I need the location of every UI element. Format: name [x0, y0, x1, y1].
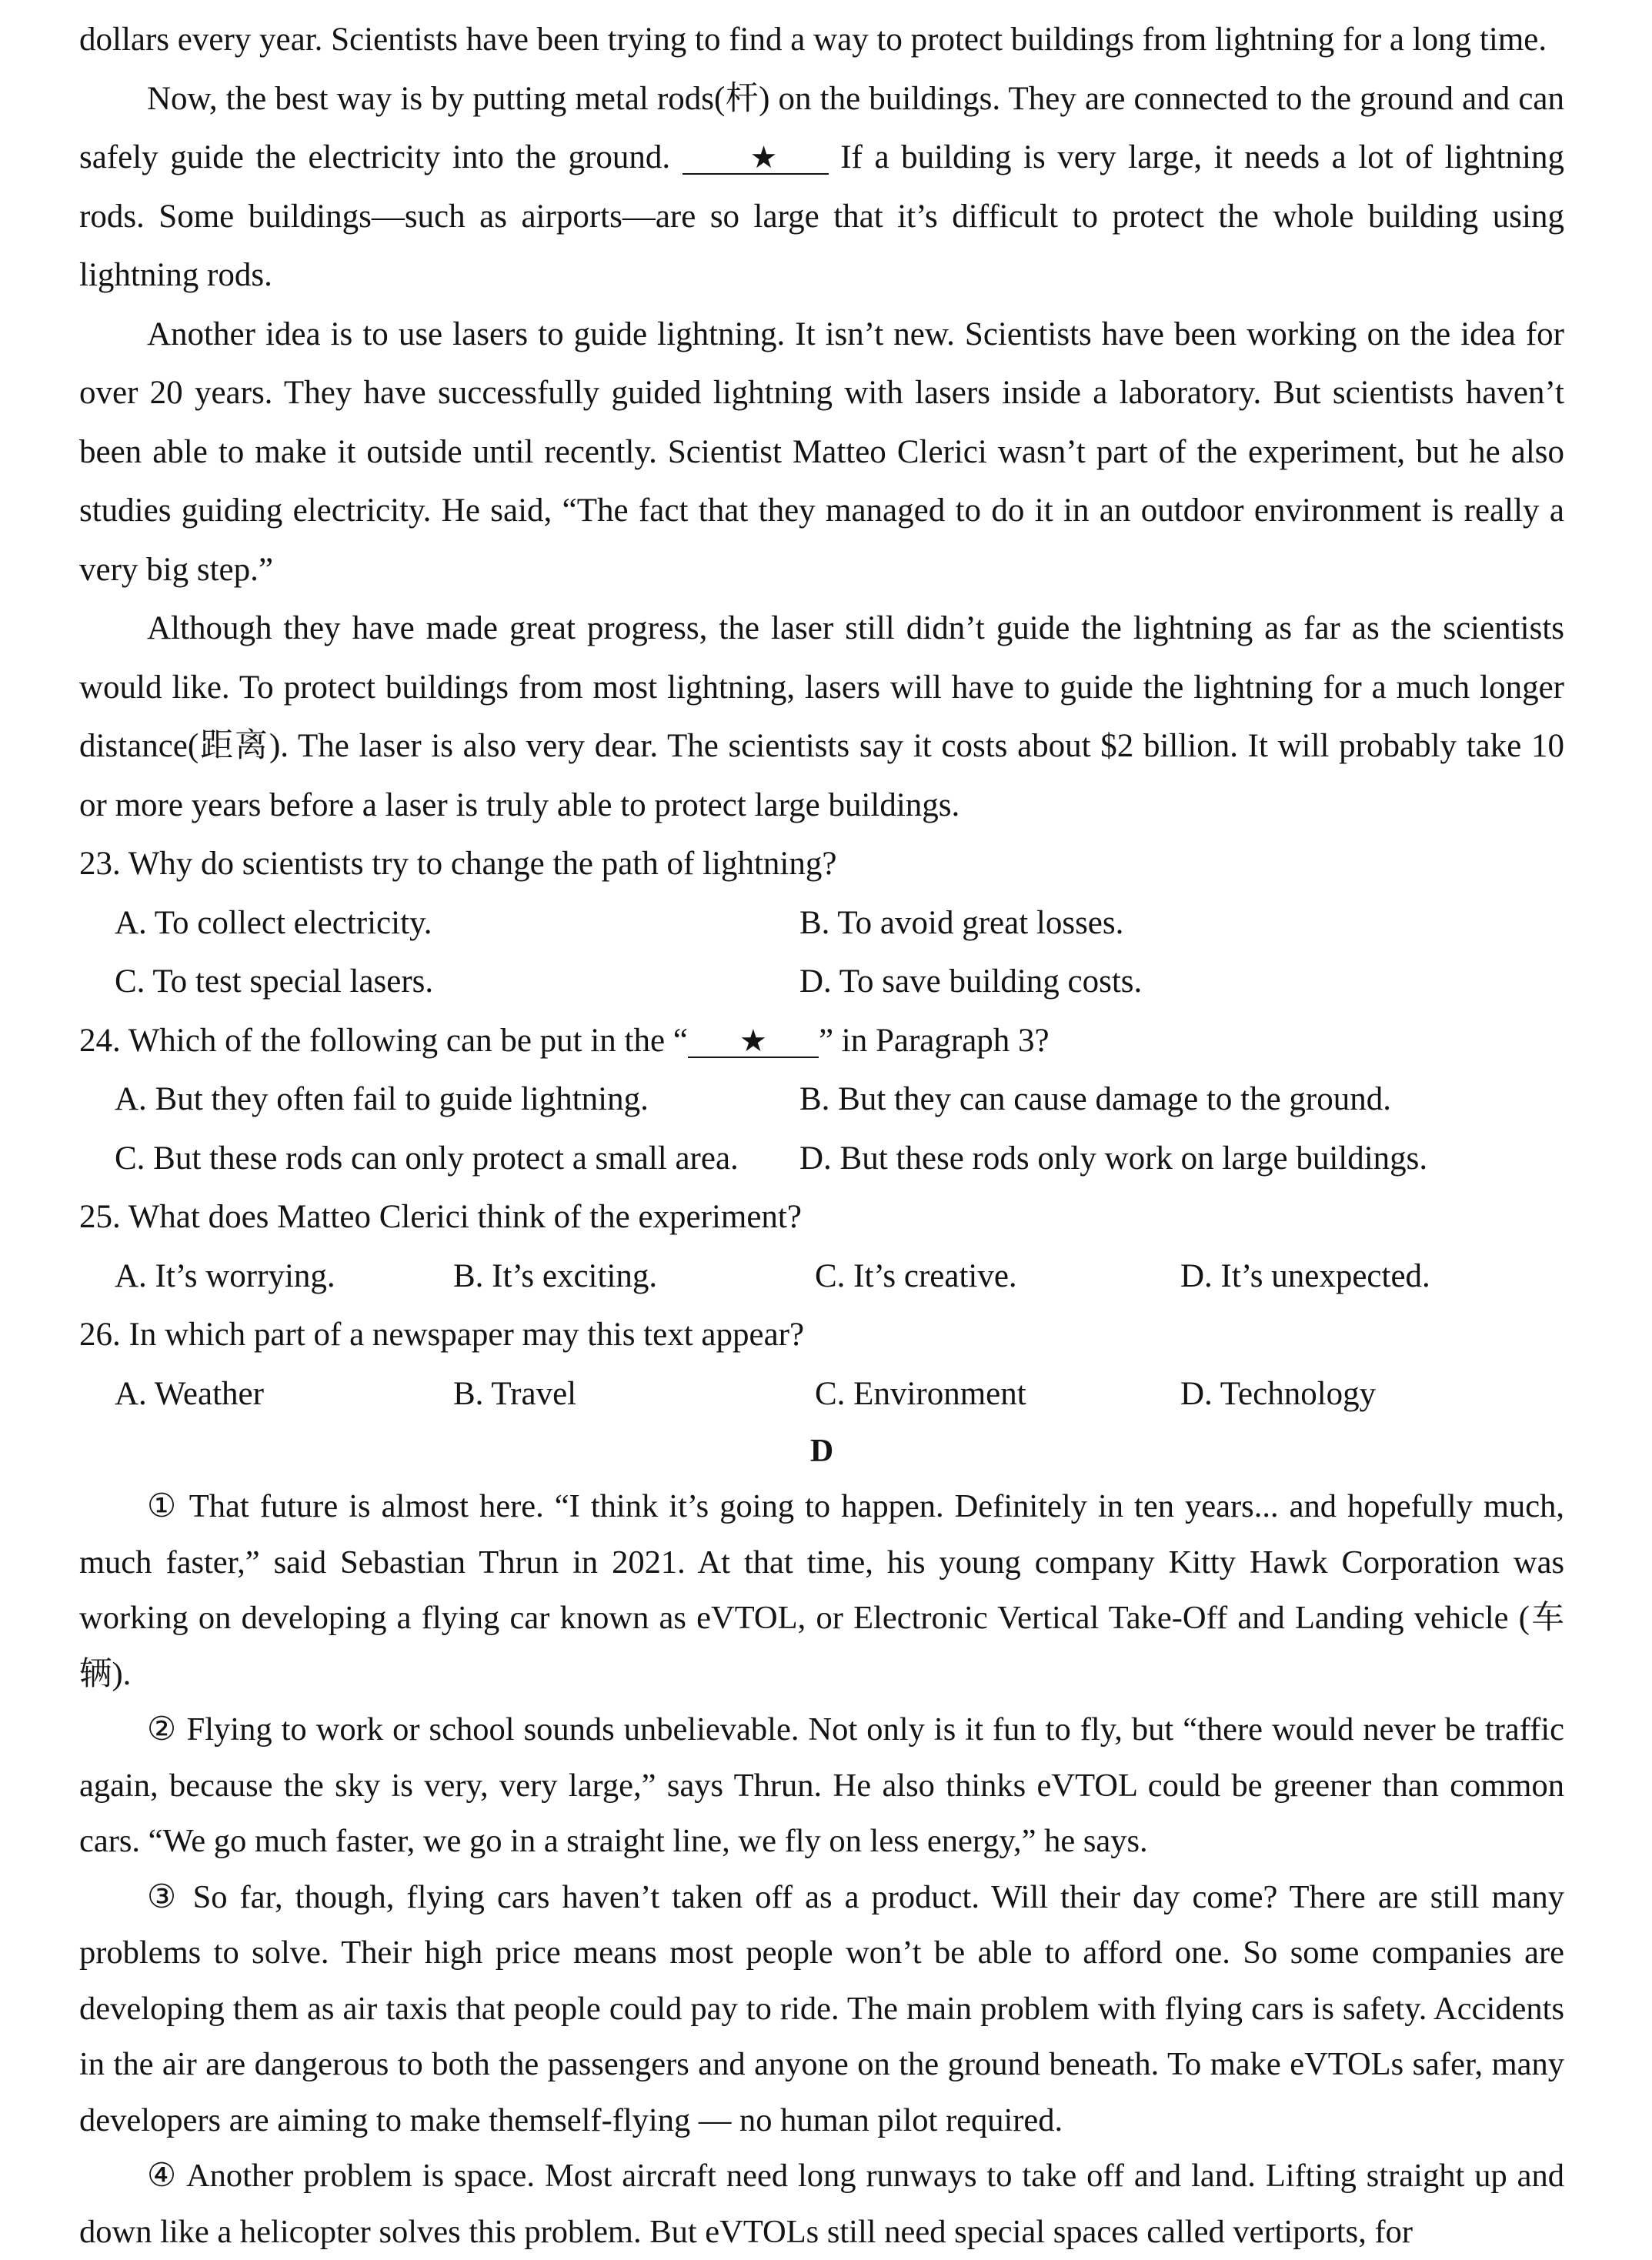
passage-d-paragraph-3: ③ So far, though, flying cars haven’t taken off as a product. Will their day come? There are still many problems to solve. Their high price means most people won’t be able to afford one. So some companies are developing them as air taxis that people could pay to ride. The main problem with flying cars is safety. Accidents in the air are dangerous to both the passengers and anyone on the ground beneath. To make eVTOLs safer, many developers are aiming to make themself-flying — no human pilot required. [79, 1878, 1564, 2138]
question-24-option-c: C. But these rods can only protect a small area. [115, 1140, 739, 1177]
passage-c-paragraph-1-tail: dollars every year. Scientists have been trying to find a way to protect buildings from lightning for a long time. [79, 22, 1547, 58]
question-26-option-a: A. Weather [115, 1375, 264, 1412]
passage-d-paragraph-1: ① That future is almost here. “I think it’s going to happen. Definitely in ten years... and hopefully much, much faster,” said Sebastian Thrun in 2021. At that time, his young company Kitty Hawk Corporation was working on developing a flying car known as eVTOL, or Electronic Vertical Take-Off and Landing vehicle (车辆). [79, 1488, 1564, 1692]
question-24-option-b: B. But they can cause damage to the ground. [799, 1081, 1392, 1117]
passage-c-paragraph-4: Although they have made great progress, the laser still didn’t guide the lightning as far as the scientists would like. To protect buildings from most lightning, lasers will have to guide the lightning for a much longer distance(距离). The laser is also very dear. The scientists say it costs about $2 billion. It will probably take 10 or more years before a laser is truly able to protect large buildings. [79, 610, 1564, 823]
question-26-option-c: C. Environment [815, 1375, 1026, 1412]
passage-d-paragraph-4: ④ Another problem is space. Most aircraft need long runways to take off and land. Lifting straight up and down like a helicopter solves this problem. But eVTOLs still need special spaces called vertiports, for [79, 2158, 1564, 2250]
question-23-option-d: D. To save building costs. [799, 963, 1143, 1000]
question-25-option-a: A. It’s worrying. [115, 1257, 335, 1294]
question-24-stem-a: 24. Which of the following can be put in the “ [79, 1022, 688, 1059]
question-24-stem [79, 1012, 1564, 1071]
question-23-option-a: A. To collect electricity. [115, 904, 432, 941]
exam-page [79, 11, 1564, 2260]
question-25-stem: 25. What does Matteo Clerici think of the experiment? [79, 1199, 802, 1235]
question-25-option-c: C. It’s creative. [815, 1257, 1017, 1294]
question-23-option-c: C. To test special lasers. [115, 963, 434, 1000]
passage-c-paragraph-3: Another idea is to use lasers to guide lightning. It isn’t new. Scientists have been working on the idea for over 20 years. They have successfully guided lightning with lasers inside a laboratory. But scientists haven’t been able to make it outside until recently. Scientist Matteo Clerici wasn’t part of the experiment, but he also studies guiding electricity. He said, “The fact that they managed to do it in an outdoor environment is really a very big step.” [79, 315, 1564, 588]
question-23-option-b: B. To avoid great losses. [799, 904, 1124, 941]
question-24-option-d: D. But these rods only work on large buildings. [799, 1140, 1428, 1177]
question-23-stem: 23. Why do scientists try to change the path of lightning? [79, 846, 837, 882]
passage-d-heading: D [809, 1434, 834, 1469]
question-23-options [79, 894, 1564, 1012]
question-24-options [79, 1070, 1564, 1188]
question-26-option-d: D. Technology [1180, 1375, 1377, 1412]
question-26-option-b: B. Travel [453, 1375, 577, 1412]
passage-d-paragraph-2: ② Flying to work or school sounds unbelievable. Not only is it fun to fly, but “there would never be traffic again, because the sky is very, very large,” says Thrun. He also thinks eVTOL could be greener than common cars. “We go much faster, we go in a straight line, we fly on less energy,” he says. [79, 1711, 1564, 1859]
question-25-option-b: B. It’s exciting. [453, 1257, 658, 1294]
paragraph-2-text-b: If a building is very large, it needs a lot of lightning rods. Some buildings—such as airports—are so large that it’s difficult to protect the whole building using lightning rods. [79, 139, 1564, 293]
star-blank: ★ [682, 142, 829, 175]
question-24-stem-b: ” in Paragraph 3? [818, 1022, 1050, 1059]
question-25-options [79, 1247, 1564, 1307]
passage-c-paragraph-2 [79, 70, 1564, 305]
question-24-option-a: A. But they often fail to guide lightning. [115, 1081, 649, 1117]
question-26-stem: 26. In which part of a newspaper may this text appear? [79, 1317, 805, 1353]
question-25-option-d: D. It’s unexpected. [1180, 1257, 1430, 1294]
paragraph-2-text-a: Now, the best way is by putting metal rods(杆) on the buildings. They are connected to the ground and can safely guide the electricity into the ground. [79, 80, 1564, 175]
question-24-star-blank: ★ [688, 1026, 819, 1058]
question-26-options [79, 1365, 1564, 1424]
